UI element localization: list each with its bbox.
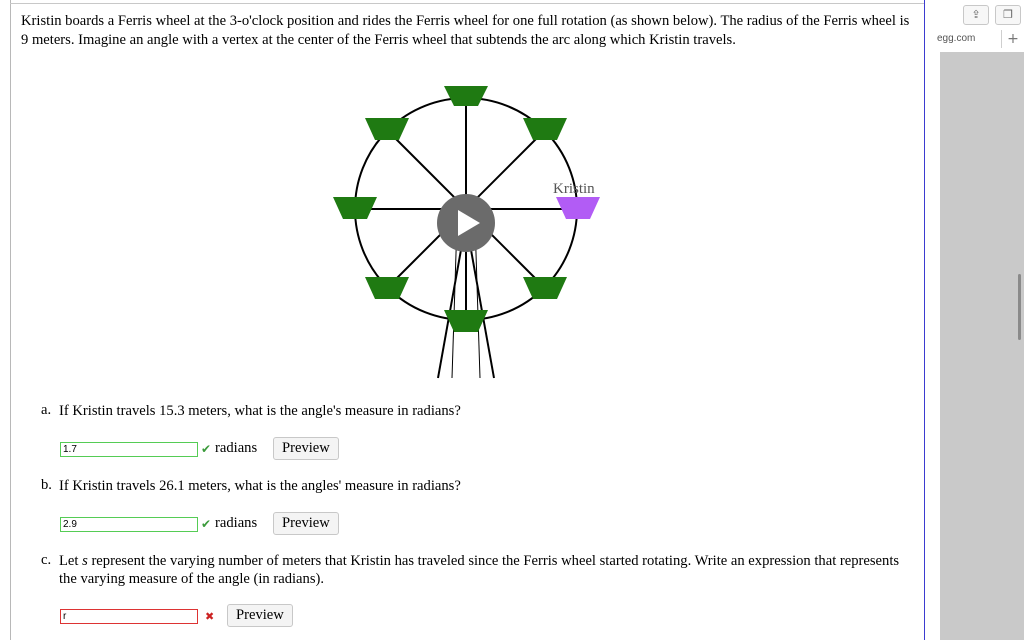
cabin-kristin <box>556 197 600 219</box>
share-icon[interactable]: ⇪ <box>963 5 989 25</box>
tab-url-fragment[interactable]: egg.com <box>937 33 976 44</box>
rider-label: Kristin <box>553 181 595 197</box>
part-b-preview-button[interactable]: Preview <box>273 512 339 535</box>
part-b-letter: b. <box>41 477 52 493</box>
part-b-answer-input[interactable] <box>60 517 198 532</box>
part-a-preview-button[interactable]: Preview <box>273 437 339 460</box>
play-video-button[interactable] <box>437 194 495 252</box>
cabin-left <box>333 197 377 219</box>
part-c-letter: c. <box>41 552 52 568</box>
question-text: Kristin boards a Ferris wheel at the 3-o'clock position and rides the Ferris wheel for one full rotation (as shown below). The radius of the Ferris wheel is 9 meters. Imagine an angle with a vertex at the center of the Ferris wheel that subtends the arc along which Kristin travels. <box>21 13 910 48</box>
part-c-question <box>59 552 909 588</box>
cabin-bottom <box>444 310 488 332</box>
cabin-top-left <box>365 118 409 140</box>
browser-side-panel <box>925 0 1024 640</box>
part-b-unit: radians <box>215 515 258 531</box>
scrollbar-thumb[interactable] <box>1018 274 1021 340</box>
cabin-top <box>444 86 488 106</box>
part-b-check-icon: ✔ <box>201 517 212 531</box>
cabin-bottom-right <box>523 277 567 299</box>
part-c-preview-button[interactable]: Preview <box>227 604 293 627</box>
part-c-text-before: Let <box>59 553 83 569</box>
part-b-question: If Kristin travels 26.1 meters, what is the angles' measure in radians? <box>59 478 461 494</box>
part-c-cross-icon: ✖ <box>205 610 215 623</box>
part-c-text-after: represent the varying number of meters that Kristin has traveled since the Ferris wheel started rotating. Write an expression that represents the varying measure of the angle (in radians). <box>59 553 900 587</box>
part-a-letter: a. <box>41 402 52 418</box>
cabin-top-right <box>523 118 567 140</box>
tabs-icon[interactable]: ❐ <box>995 5 1021 25</box>
part-a-unit: radians <box>215 440 258 456</box>
cabin-bottom-left <box>365 277 409 299</box>
new-tab-button[interactable]: + <box>1001 30 1024 48</box>
part-a-check-icon: ✔ <box>201 442 212 456</box>
side-gutter <box>940 52 1024 640</box>
part-c-answer-input[interactable] <box>60 609 198 624</box>
part-c-variable: s <box>82 553 88 569</box>
part-a-answer-input[interactable] <box>60 442 198 457</box>
part-a-question: If Kristin travels 15.3 meters, what is the angle's measure in radians? <box>59 403 461 419</box>
